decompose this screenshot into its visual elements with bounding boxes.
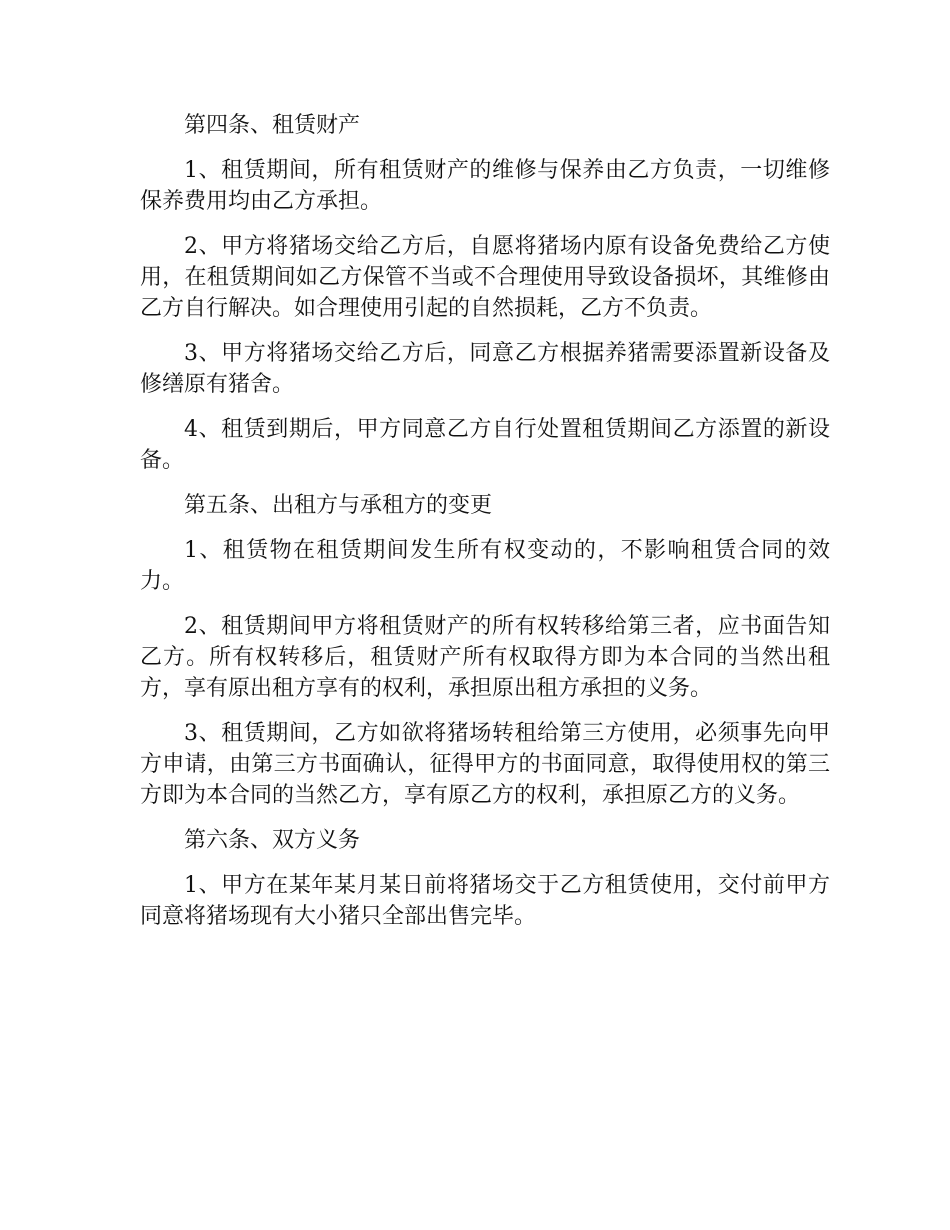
paragraph: 2、甲方将猪场交给乙方后，自愿将猪场内原有设备免费给乙方使用，在租赁期间如乙方保管不当或不合理使用导致设备损坏，其维修由乙方自行解决。如合理使用引起的自然损耗，乙方不负责。 (140, 234, 830, 321)
paragraph: 3、甲方将猪场交给乙方后，同意乙方根据养猪需要添置新设备及修缮原有猪舍。 (140, 341, 830, 397)
paragraph: 3、租赁期间，乙方如欲将猪场转租给第三方使用，必须事先向甲方申请，由第三方书面确认，征得甲方的书面同意，取得使用权的第三方即为本合同的当然乙方，享有原乙方的权利，承担原乙方的义务。 (140, 721, 830, 808)
paragraph: 1、租赁物在租赁期间发生所有权变动的，不影响租赁合同的效力。 (140, 538, 830, 594)
section-heading: 第六条、双方义务 (184, 828, 361, 853)
section-heading: 第四条、租赁财产 (184, 113, 361, 138)
paragraph: 2、租赁期间甲方将租赁财产的所有权转移给第三者，应书面告知乙方。所有权转移后，租赁财产所有权取得方即为本合同的当然出租方，享有原出租方享有的权利，承担原出租方承担的义务。 (140, 614, 830, 701)
section-heading: 第五条、出租方与承租方的变更 (184, 493, 493, 518)
paragraph: 1、甲方在某年某月某日前将猪场交于乙方租赁使用，交付前甲方同意将猪场现有大小猪只全部出售完毕。 (140, 873, 830, 929)
paragraph: 4、租赁到期后，甲方同意乙方自行处置租赁期间乙方添置的新设备。 (140, 417, 830, 473)
document-body (140, 110, 830, 946)
paragraph: 1、租赁期间，所有租赁财产的维修与保养由乙方负责，一切维修保养费用均由乙方承担。 (140, 158, 830, 214)
